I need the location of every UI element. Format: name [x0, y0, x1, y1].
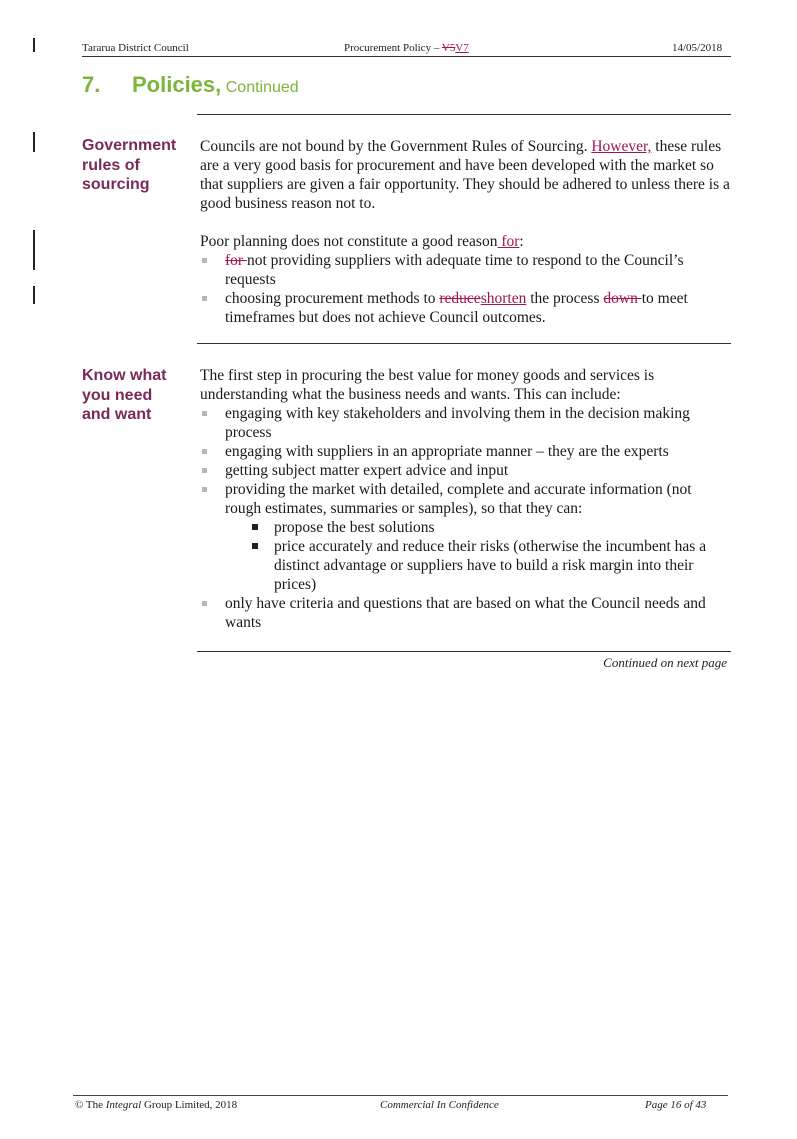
list-item: engaging with suppliers in an appropriate manner – they are the experts [200, 442, 730, 461]
paragraph: Councils are not bound by the Government Rules of Sourcing. However, these rules are a very good basis for procurement and have been developed with the market so that suppliers are given a fair opportunity. They should be adhered to unless there is a good business reason not to. [200, 138, 730, 212]
section-rule [197, 343, 731, 344]
page-title [82, 72, 299, 98]
footer-page-number: Page 16 of 43 [645, 1099, 707, 1111]
list-item: choosing procurement methods to reduceshorten the process down to meet timeframes but does not achieve Council outcomes. [200, 289, 730, 327]
header-doc-title: Procurement Policy – V5V7 [344, 42, 469, 54]
header-rule [82, 56, 731, 57]
paragraph: The first step in procuring the best value for money goods and services is understanding what the business needs and wants. This can include: [200, 367, 655, 403]
section-rule [197, 114, 731, 115]
side-heading-government-rules: Government rules of sourcing [82, 137, 177, 193]
section-body-know-what-you-need [200, 366, 730, 632]
continued-next-page: Continued on next page [603, 655, 727, 670]
section-rule [197, 651, 731, 652]
list-item: engaging with key stakeholders and involving them in the decision making process [200, 404, 730, 442]
footer-copyright: © The Integral Group Limited, 2018 [75, 1099, 238, 1111]
change-bar [33, 38, 35, 52]
header-org: Tararua District Council [82, 42, 189, 54]
list-item: for not providing suppliers with adequate time to respond to the Council’s requests [200, 251, 730, 289]
sub-list-item: propose the best solutions [200, 518, 730, 537]
list-item: getting subject matter expert advice and input [200, 461, 730, 480]
header-date: 14/05/2018 [672, 42, 723, 54]
section-body-government-rules [200, 137, 730, 327]
footer-confidential: Commercial In Confidence [380, 1099, 499, 1111]
paragraph: Poor planning does not constitute a good reason for: [200, 233, 524, 250]
section-title: Policies, [132, 72, 222, 97]
list-item: only have criteria and questions that are based on what the Council needs and wants [200, 594, 730, 632]
change-bar [33, 286, 35, 304]
sub-list-item: price accurately and reduce their risks (otherwise the incumbent has a distinct advantage or suppliers have to build a risk margin into their prices) [200, 537, 730, 594]
side-heading-know-what-you-need: Know what you need and want [82, 367, 167, 423]
section-continued: Continued [225, 79, 299, 96]
footer-rule [73, 1095, 728, 1096]
change-bar [33, 132, 35, 152]
change-bar [33, 230, 35, 270]
section-number: 7. [82, 72, 101, 97]
list-item: providing the market with detailed, complete and accurate information (not rough estimates, summaries or samples), so that they can: [200, 480, 730, 518]
